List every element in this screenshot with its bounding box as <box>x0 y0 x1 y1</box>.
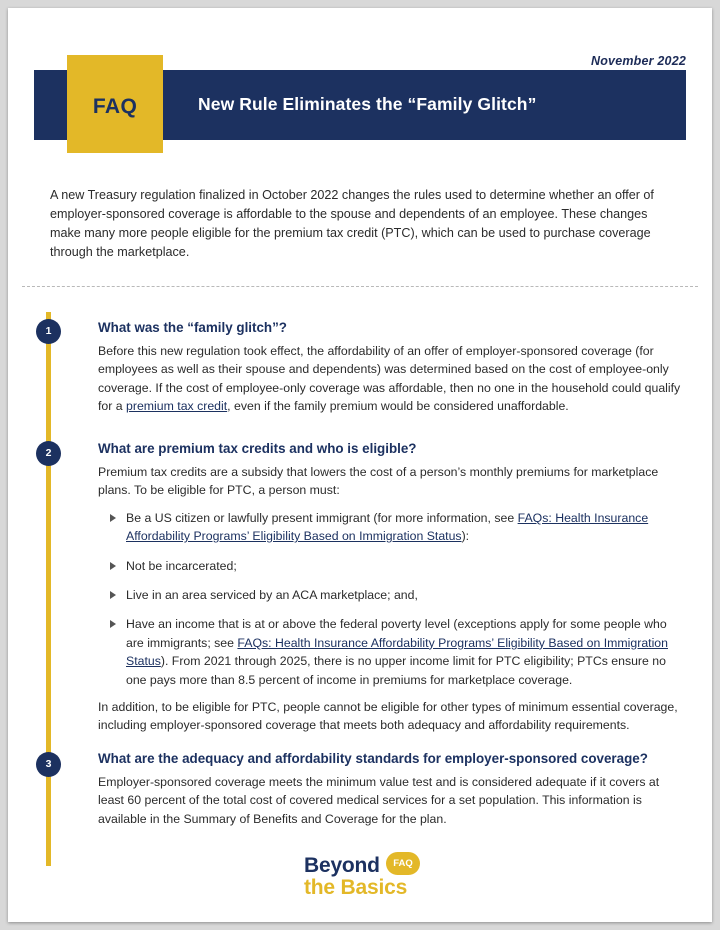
question-body-3: Employer-sponsored coverage meets the minimum value test and is considered adequate if it covers at least 60 percent of the total cost of covered medical services for a set population. This information is available in the Summary of Benefits and Coverage for the plan. <box>98 775 660 826</box>
question-block-1 <box>98 319 682 416</box>
bullet-1-post: ): <box>461 529 470 544</box>
list-item <box>98 586 682 604</box>
bullet-triangle-icon <box>110 620 116 628</box>
q1-body-part-1: Before this new regulation took effect, the affordability of an offer of employer-sponsored coverage (for employees as well as their spouse and dependents) was determined based on the cost of employee-only coverage. If the cost of employee-only coverage was affordable, then no one in the household could qualify for a <box>98 344 681 414</box>
bullet-4-post: ). From 2021 through 2025, there is no upper income limit for PTC eligibility; PTCs ensure no one pays more than 8.5 percent of income in premiums for marketplace coverage. <box>126 654 666 687</box>
bullet-4-pre: Have an income that is at or above the federal poverty level (exceptions apply for some people who are immigrants; see <box>126 617 667 650</box>
question-body-2-outro: In addition, to be eligible for PTC, people cannot be eligible for other types of minimum essential coverage, including employer-sponsored coverage that meets both adequacy and affordability requirements. <box>98 700 678 733</box>
faq-tab-label: FAQ <box>92 95 138 118</box>
bullet-1-pre: Be a US citizen or lawfully present immigrant (for more information, see <box>126 510 518 525</box>
bullet-triangle-icon <box>110 562 116 570</box>
faq-tab <box>67 55 163 153</box>
section-divider <box>22 286 698 287</box>
question-number-1: 1 <box>36 319 61 344</box>
question-block-3 <box>98 750 682 828</box>
eligibility-bullet-list <box>98 509 682 689</box>
logo-faq-badge-icon <box>386 852 420 875</box>
page-title: New Rule Eliminates the “Family Glitch” <box>198 94 537 114</box>
question-title-3: What are the adequacy and affordability standards for employer-sponsored coverage? <box>98 751 648 766</box>
immigration-status-faq-link-2[interactable]: FAQs: Health Insurance Affordability Programs’ Eligibility Based on Immigration Status <box>126 635 668 669</box>
question-title-1: What was the “family glitch”? <box>98 320 287 335</box>
immigration-status-faq-link-1[interactable]: FAQs: Health Insurance Affordability Programs’ Eligibility Based on Immigration Status <box>126 510 649 544</box>
list-item <box>98 615 682 689</box>
beyond-the-basics-logo <box>304 854 434 904</box>
list-item <box>98 509 682 546</box>
bullet-triangle-icon <box>110 514 116 522</box>
bullet-3-pre: Live in an area serviced by an ACA marketplace; and, <box>126 588 418 603</box>
question-number-2: 2 <box>36 441 61 466</box>
question-number-3: 3 <box>36 752 61 777</box>
logo-line-2: the Basics <box>304 876 408 899</box>
question-title-2: What are premium tax credits and who is eligible? <box>98 441 417 456</box>
question-body-1 <box>98 342 682 416</box>
question-block-2 <box>98 440 682 735</box>
q1-body-part-2: , even if the family premium would be considered unaffordable. <box>227 399 569 414</box>
intro-paragraph: A new Treasury regulation finalized in October 2022 changes the rules used to determine whether an offer of employer-sponsored coverage is affordable to the spouse and dependents of an employee. These changes make many more people eligible for the premium tax credit (PTC), which can be used to purchase coverage through the marketplace. <box>50 188 654 259</box>
bullet-triangle-icon <box>110 591 116 599</box>
document-page <box>8 8 712 922</box>
logo-badge-label: FAQ <box>393 858 413 869</box>
bullet-2-pre: Not be incarcerated; <box>126 558 237 573</box>
premium-tax-credit-link[interactable]: premium tax credit <box>126 399 228 414</box>
timeline-spine <box>46 312 51 866</box>
list-item <box>98 557 682 575</box>
logo-line-1: Beyond <box>304 854 380 877</box>
publication-date: November 2022 <box>590 54 686 68</box>
question-body-2-intro: Premium tax credits are a subsidy that lowers the cost of a person’s monthly premiums for marketplace plans. To be eligible for PTC, a person must: <box>98 465 659 498</box>
